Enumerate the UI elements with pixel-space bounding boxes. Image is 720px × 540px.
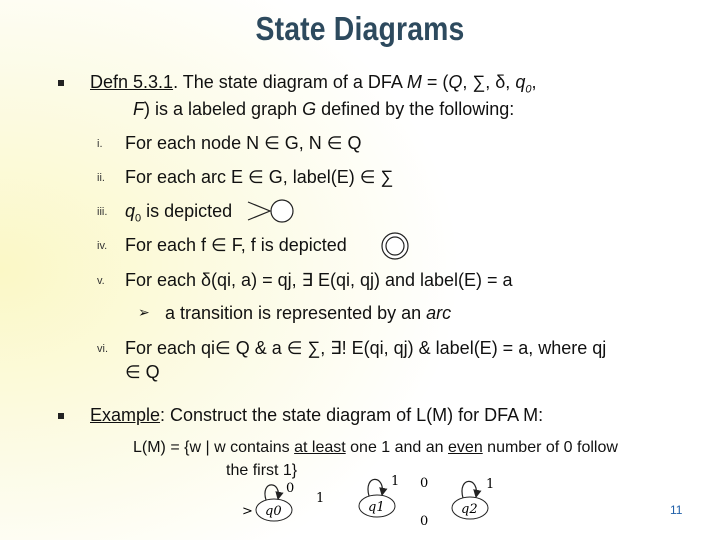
item-number: ii. [97,172,105,184]
symbol-sigma: ∑ [472,72,486,92]
edge-q2-q1-label: 0 [420,514,429,529]
loop-q1-label: 1 [391,474,400,489]
sub-item-label: a transition is represented by an [165,303,427,323]
bullet-square [58,413,64,419]
definition-line-2 [133,97,514,121]
item-v-text: For each δ(qi, a) = qj, ∃ E(qi, qj) and label(E) = a [125,270,513,290]
bullet-square [58,80,64,86]
slide-title: State Diagrams [255,10,465,47]
loop-q2-label: 1 [486,477,495,492]
definition-label: Defn 5.3.1 [90,72,174,92]
final-state-icon [378,230,412,262]
definition-text: ) is a labeled graph [144,99,303,119]
item-number: iv. [97,240,108,252]
edge-q0-q1 [292,506,354,508]
example-line [90,403,543,427]
symbol-q0-sub: 0 [135,212,142,225]
item-ii-text: For each arc E ∈ G, label(E) ∈ ∑ [125,167,394,187]
separator: , [505,72,516,92]
start-state-icon [246,196,296,226]
definition-text: defined by the following: [316,99,515,119]
sub-item-text [165,301,451,325]
lm-text: number of 0 follow [482,439,618,456]
loop-q2 [462,481,476,498]
item-i-text: For each node N ∈ G, N ∈ Q [125,133,362,153]
item-iv-text: For each f ∈ F, f is depicted [125,235,347,255]
item-number: iii. [97,206,108,218]
lm-text: one 1 and an [345,439,449,456]
symbol-f: F [133,99,144,119]
sub-item-emphasis: arc [426,303,452,323]
item-vi-text-2: ∈ Q [125,362,160,382]
language-definition [133,436,618,460]
edge-q0-q1-label: 1 [316,491,325,506]
loop-q0-label: 0 [286,481,295,496]
lm-text: L(M) = {w | w contains [133,439,295,456]
page-number: 11 [670,503,683,517]
separator: , [462,72,473,92]
loop-q1 [368,479,382,496]
symbol-q0-sub: 0 [525,83,532,96]
item-iii-text [125,199,232,231]
item-number: vi. [97,343,108,355]
start-marker: > [242,504,253,519]
loop-q0 [265,485,279,500]
lm-underlined: even [448,439,483,456]
edge-q1-q2-label: 0 [420,476,429,491]
definition-text: . The state diagram of a DFA [173,72,407,92]
item-number: i. [97,138,103,150]
language-definition-2: the first 1} [226,462,298,479]
item-vi-text: For each qi∈ Q & a ∈ ∑, ∃! E(qi, qj) & label(E) = a, where qj [125,338,607,358]
symbol-q0: q [515,72,526,92]
state-diagram [230,468,520,536]
state-q0-label: q0 [265,504,282,519]
state-q2-label: q2 [461,502,478,517]
separator: , [531,72,537,92]
state-q1-label: q1 [368,500,385,515]
arrow-bullet-icon: ➢ [138,304,150,320]
symbol-delta: δ [495,72,506,92]
dfa-m: M [406,72,422,92]
symbol-g: G [302,99,317,119]
symbol-q0: q [125,201,136,221]
lm-underlined: at least [294,439,346,456]
symbol-q: Q [448,72,463,92]
example-label: Example [90,405,161,425]
item-number: v. [97,275,105,287]
example-text: : Construct the state diagram of L(M) for DFA M: [160,405,544,425]
item-iii-label: is depicted [141,201,233,221]
separator: , [485,72,496,92]
definition-text: = ( [421,72,449,92]
